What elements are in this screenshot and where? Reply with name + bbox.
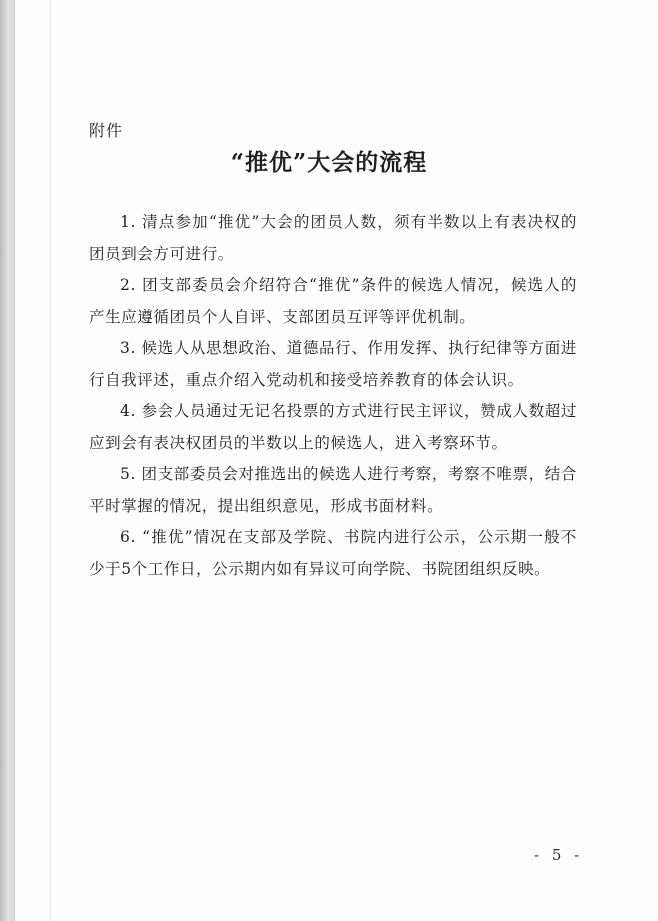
paragraph-2: 2. 团支部委员会介绍符合“推优”条件的候选人情况，候选人的产生应遵循团员个人自评、支部团员互评等评优机制。 <box>89 276 577 326</box>
paragraph-3: 3. 候选人从思想政治、道德品行、作用发挥、执行纪律等方面进行自我评述，重点介绍入党动机和接受培养教育的体会认识。 <box>89 339 577 389</box>
scan-margin-line <box>50 0 51 921</box>
page-number: - 5 - <box>534 846 584 864</box>
document-body <box>89 207 577 585</box>
paragraph-1: 1. 清点参加“推优”大会的团员人数，须有半数以上有表决权的团员到会方可进行。 <box>89 213 577 263</box>
paragraph-6: 6. “推优”情况在支部及学院、书院内进行公示，公示期一般不少于5个工作日，公示期内如有异议可向学院、书院团组织反映。 <box>89 528 577 578</box>
attachment-label: 附件 <box>89 121 124 140</box>
scan-left-edge <box>0 0 14 921</box>
paragraph-5: 5. 团支部委员会对推选出的候选人进行考察，考察不唯票，结合平时掌握的情况，提出组织意见，形成书面材料。 <box>89 465 577 515</box>
document-title: “推优”大会的流程 <box>230 149 428 176</box>
paragraph-4: 4. 参会人员通过无记名投票的方式进行民主评议，赞成人数超过应到会有表决权团员的半数以上的候选人，进入考察环节。 <box>89 402 577 452</box>
